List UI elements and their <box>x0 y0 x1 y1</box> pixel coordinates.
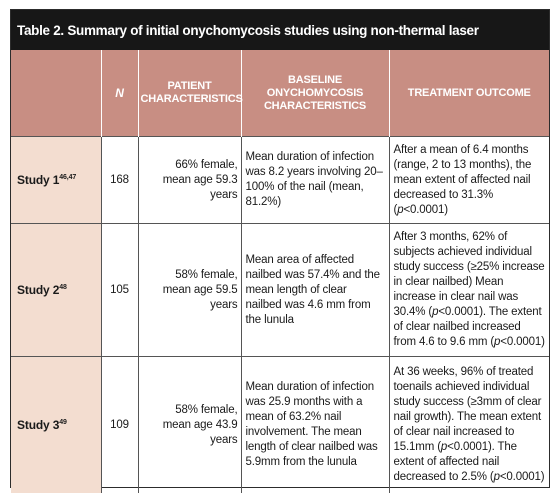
study-reference: 49 <box>59 419 67 426</box>
study-reference: 48 <box>59 284 67 291</box>
study-n: 109 <box>101 357 138 493</box>
study-label <box>11 357 101 493</box>
baseline-characteristics-cell: Mean area of affected nailbed was 57.4% and the mean length of clear nailbed was 4.6 mm from the lunula <box>241 224 389 357</box>
patient-female-pct: 66% female, <box>175 159 237 171</box>
study-label <box>11 224 101 357</box>
table-title: Table 2. Summary of initial onychomycosis studies using non-thermal laser <box>11 10 549 50</box>
studies-table <box>11 50 549 493</box>
header-study <box>11 50 101 137</box>
table-row <box>11 137 549 224</box>
patient-mean-age: mean age 43.9 years <box>163 419 238 446</box>
treatment-outcome-cell: After a mean of 6.4 months (range, 2 to 13 months), the mean extent of affected nail decreased to 31.3% (p<0.0001) <box>389 137 549 224</box>
treatment-outcome-cell: At 36 weeks, 96% of treated toenails achieved individual study success (≥3mm of clear nail growth). The mean extent of clear nail increased to 15.1mm (p<0.0001). The extent of affected nail decreased to 2.5% (p<0.0001) <box>389 357 549 493</box>
patient-female-pct: 58% female, <box>175 404 237 416</box>
patient-mean-age: mean age 59.3 years <box>163 174 238 201</box>
patient-characteristics-cell <box>138 137 241 224</box>
patient-female-pct: 58% female, <box>175 269 237 281</box>
summary-table-figure <box>10 9 550 488</box>
header-baseline-characteristics: BASELINE ONYCHOMYCOSIS CHARACTERISTICS <box>241 50 389 137</box>
study-n: 168 <box>101 137 138 224</box>
study-label <box>11 137 101 224</box>
study-name: Study 2 <box>17 283 59 297</box>
table-row <box>11 224 549 357</box>
study-name: Study 1 <box>17 173 59 187</box>
header-n: N <box>101 50 138 137</box>
patient-characteristics-cell <box>138 224 241 357</box>
treatment-outcome-cell: After 3 months, 62% of subjects achieved individual study success (≥25% increase in clear nailbed) Mean increase in clear nail was 30.4% (p<0.0001). The extent of clear nailbed increased from 4.6 to 9.6 mm (p<0.0001) <box>389 224 549 357</box>
table-row <box>11 357 549 493</box>
header-treatment-outcome: TREATMENT OUTCOME <box>389 50 549 137</box>
study-name: Study 3 <box>17 418 59 432</box>
header-patient-characteristics: PATIENT CHARACTERISTICS <box>138 50 241 137</box>
baseline-characteristics-cell: Mean duration of infection was 8.2 years involving 20–100% of the nail (mean, 81.2%) <box>241 137 389 224</box>
header-row <box>11 50 549 137</box>
patient-mean-age: mean age 59.5 years <box>163 284 238 311</box>
patient-characteristics-cell <box>138 357 241 493</box>
study-reference: 46,47 <box>59 174 76 181</box>
study-n: 105 <box>101 224 138 357</box>
baseline-characteristics-cell: Mean duration of infection was 25.9 months with a mean of 63.2% nail involvement. The mean length of clear nailbed was 5.9mm from the lunula <box>241 357 389 493</box>
